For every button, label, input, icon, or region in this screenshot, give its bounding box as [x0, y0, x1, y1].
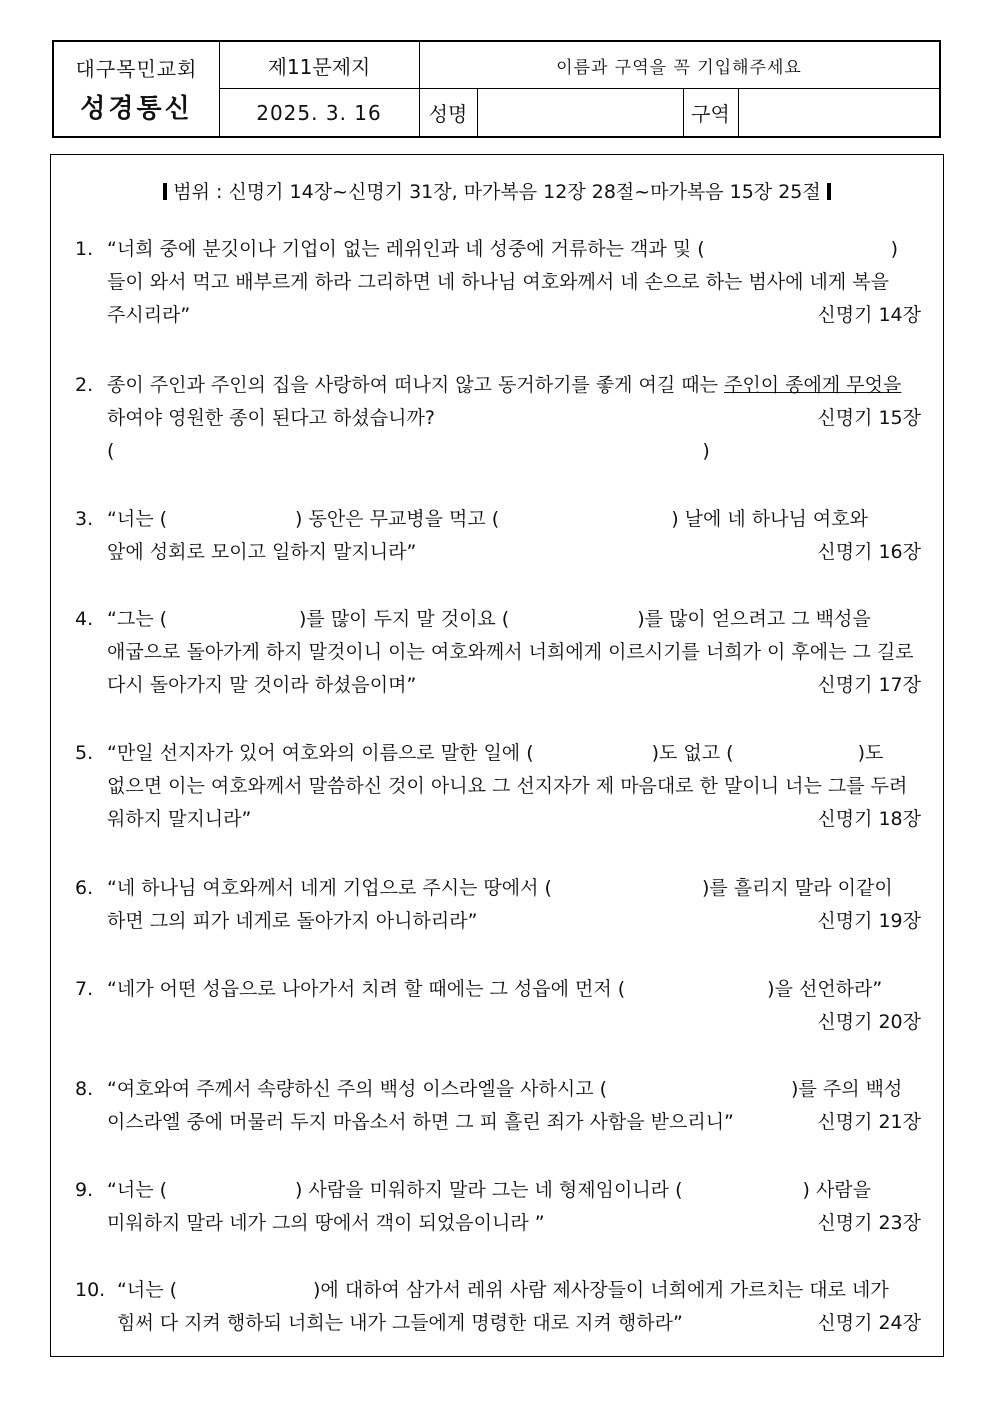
question-number: 10. — [75, 1279, 106, 1301]
bar-marker — [163, 183, 167, 200]
question-2 — [75, 369, 921, 468]
question-text: )에 대하여 삼가서 레위 사람 제사장들이 너희에게 가르치는 대로 네가 — [313, 1279, 889, 1301]
question-text: )를 주의 백성 — [791, 1078, 903, 1100]
question-text: 미워하지 말라 네가 그의 땅에서 객이 되었음이니라 ” — [107, 1212, 545, 1234]
question-9 — [75, 1174, 921, 1240]
question-text: )를 흘리지 말라 이같이 — [701, 877, 893, 899]
question-number: 6. — [75, 877, 94, 899]
question-text: “너희 중에 분깃이나 기업이 없는 레위인과 네 성중에 거류하는 객과 및 ( — [107, 238, 705, 260]
question-text: )도 없고 ( — [651, 742, 734, 764]
question-number: 2. — [75, 374, 94, 396]
question-number: 5. — [75, 742, 94, 764]
question-text: “네 하나님 여호와께서 네게 기업으로 주시는 땅에서 ( — [107, 877, 552, 899]
scripture-reference: 신명기 16장 — [817, 541, 921, 563]
scripture-reference: 신명기 20장 — [817, 1011, 921, 1033]
question-number: 9. — [75, 1179, 94, 1201]
question-text: “네가 어떤 성읍으로 나아가서 치려 할 때에는 그 성읍에 먼저 ( — [107, 978, 626, 1000]
fill-in-notice: 이름과 구역을 꼭 기입해주세요 — [556, 58, 802, 78]
question-box — [50, 154, 944, 1357]
question-text: )도 — [857, 742, 884, 764]
question-10 — [75, 1274, 921, 1340]
question-text: 주시리라” — [107, 304, 191, 326]
question-text: )를 많이 두지 말 것이요 ( — [299, 608, 510, 630]
question-text: 들이 와서 먹고 배부르게 하라 그리하면 네 하나님 여호와께서 네 손으로 하는 범사에 네게 복을 — [107, 271, 890, 293]
question-text: “그는 ( — [107, 608, 168, 630]
scripture-reference: 신명기 14장 — [817, 304, 921, 326]
question-text: “여호와여 주께서 속량하신 주의 백성 이스라엘을 사하시고 ( — [107, 1078, 608, 1100]
question-number: 8. — [75, 1078, 94, 1100]
question-number: 7. — [75, 978, 94, 1000]
question-text: )를 많이 얻으려고 그 백성을 — [637, 608, 871, 630]
question-number: 1. — [75, 238, 94, 260]
name-field[interactable] — [477, 89, 683, 136]
question-text: ) 사람을 미워하지 말라 그는 네 형제임이니라 ( — [295, 1179, 683, 1201]
scripture-reference: 신명기 19장 — [817, 910, 921, 932]
church-cell — [54, 42, 219, 136]
question-4 — [75, 603, 921, 702]
header-table — [52, 40, 941, 138]
area-label: 구역 — [691, 102, 730, 126]
question-text: ) 날에 네 하나님 여호와 — [671, 508, 868, 530]
question-text: 하면 그의 피가 네게로 돌아가지 아니하리라” — [107, 910, 478, 932]
scripture-range — [51, 177, 943, 204]
question-1 — [75, 233, 921, 332]
issue-date: 2025. 3. 16 — [256, 100, 382, 125]
question-text: 하여야 영원한 종이 된다고 하셨습니까? — [107, 407, 435, 429]
question-text: “너는 ( — [117, 1279, 178, 1301]
question-text: ) — [702, 440, 710, 462]
underlined-text: 주인이 종에게 무엇을 — [724, 374, 902, 396]
question-text: 앞에 성회로 모이고 일하지 말지니라” — [107, 541, 417, 563]
question-number: 4. — [75, 608, 94, 630]
question-text: ( — [107, 440, 115, 462]
scripture-reference: 신명기 24장 — [817, 1312, 921, 1334]
church-name: 대구목민교회 — [75, 57, 198, 81]
question-text: 힘써 다 지켜 행하되 너희는 내가 그들에게 명령한 대로 지켜 행하라” — [117, 1312, 683, 1334]
bar-marker — [827, 183, 831, 200]
question-text: ) 사람을 — [802, 1179, 872, 1201]
question-text: ) 동안은 무교병을 먹고 ( — [295, 508, 500, 530]
range-text: 범위 : 신명기 14장~신명기 31장, 마가복음 12장 28절~마가복음 15장 25절 — [173, 181, 821, 203]
scripture-reference: 신명기 21장 — [817, 1111, 921, 1133]
scripture-reference: 신명기 23장 — [817, 1212, 921, 1234]
question-8 — [75, 1073, 921, 1139]
question-text: “너는 ( — [107, 1179, 168, 1201]
issue-number: 제11문제지 — [267, 55, 371, 79]
question-text: 워하지 말지니라” — [107, 808, 252, 830]
question-6 — [75, 872, 921, 938]
question-text: “너는 ( — [107, 508, 168, 530]
question-5 — [75, 737, 921, 836]
question-text: ) — [890, 238, 899, 260]
bulletin-title: 성경통신 — [80, 94, 193, 124]
question-text: 종이 주인과 주인의 집을 사랑하여 떠나지 않고 동거하기를 좋게 여길 때는 — [107, 374, 725, 396]
question-number: 3. — [75, 508, 94, 530]
question-text: 없으면 이는 여호와께서 말씀하신 것이 아니요 그 선지자가 제 마음대로 한 말이니 너는 그를 두려 — [107, 775, 908, 797]
name-label: 성명 — [428, 102, 468, 126]
question-3 — [75, 503, 921, 569]
question-text: )을 선언하라” — [767, 978, 883, 1000]
scripture-reference: 신명기 18장 — [817, 808, 921, 830]
question-text: “만일 선지자가 있어 여호와의 이름으로 말한 일에 ( — [107, 742, 534, 764]
question-text: 애굽으로 돌아가게 하지 말것이니 이는 여호와께서 너희에게 이르시기를 너희가 이 후에는 그 길로 — [107, 641, 914, 663]
area-field[interactable] — [738, 89, 939, 136]
scripture-reference: 신명기 17장 — [817, 674, 921, 696]
question-7 — [75, 973, 921, 1039]
question-text: 이스라엘 중에 머물러 두지 마옵소서 하면 그 피 흘린 죄가 사함을 받으리니” — [107, 1111, 734, 1133]
scripture-reference: 신명기 15장 — [817, 407, 921, 429]
question-text: 다시 돌아가지 말 것이라 하셨음이며” — [107, 674, 417, 696]
